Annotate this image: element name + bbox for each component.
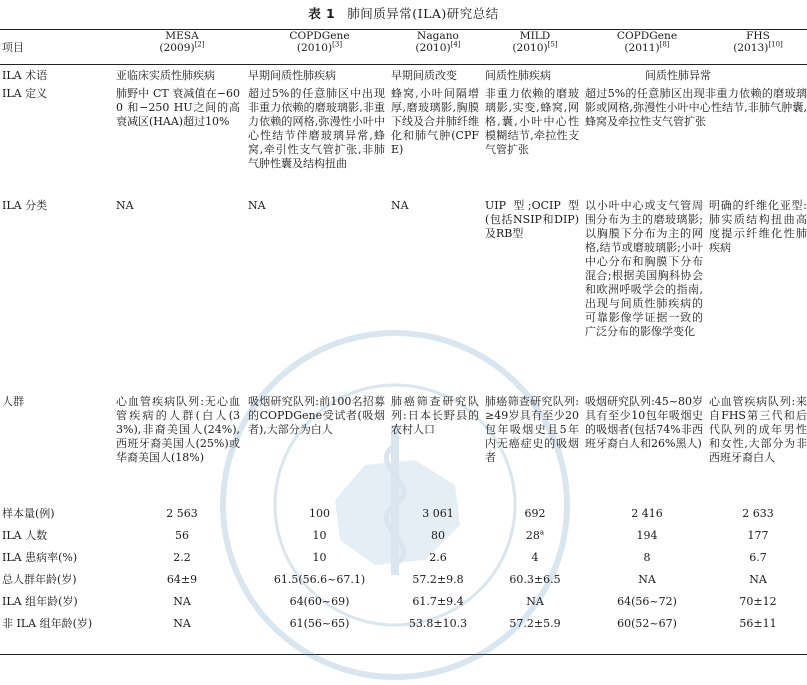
cell-class-fhs: 明确的纤维化亚型:肺实质结构扭曲高度提示纤维化性肺疾病: [709, 199, 807, 254]
table-cell: 2.2: [173, 551, 191, 564]
study-ref: [8]: [659, 40, 670, 49]
table-cell: 3 061: [422, 507, 454, 520]
study-year: (2013): [733, 42, 769, 54]
cell-pop-mild: 肺癌筛查研究队列:≥49岁具有至少20包年吸烟史且5年内无癌症史的吸烟者: [485, 395, 579, 464]
study-name: COPDGene: [616, 30, 678, 42]
table-cell: 2.6: [429, 551, 447, 564]
table-caption: 肺间质异常(ILA)研究总结: [347, 6, 499, 21]
table-cell: NA: [749, 573, 767, 586]
row-label: 非 ILA 组年龄(岁): [2, 617, 93, 630]
table-cell: [485, 525, 585, 547]
table-cell: NA: [638, 573, 656, 586]
study-ref: [10]: [768, 40, 783, 49]
footnote-mark: a: [539, 528, 545, 537]
study-year: (2011): [624, 42, 660, 54]
row-non-ila-group-age: [0, 613, 807, 635]
row-label: 总人群年龄(岁): [2, 573, 77, 586]
header-col-mild: [485, 30, 585, 65]
table-cell: 80: [431, 529, 445, 542]
table-cell: 2 563: [166, 507, 198, 520]
table-number: 表 1: [308, 6, 336, 21]
row-sample-size: [0, 503, 807, 525]
study-ref: [5]: [547, 40, 558, 49]
row-ila-count: [0, 525, 807, 547]
study-ref: [3]: [332, 40, 343, 49]
table-cell: 70±12: [739, 595, 777, 608]
study-name: MILD: [519, 30, 551, 42]
cell-term-copdgene-2011-fhs: 间质性肺异常: [645, 69, 711, 82]
header-item: 项目: [2, 40, 24, 54]
cell-class-mild: UIP 型;OCIP 型(包括NSIP和DIP)及RB型: [485, 199, 579, 240]
header-col-fhs: [709, 30, 807, 65]
cell-term-mild: 间质性肺疾病: [485, 69, 551, 82]
table-cell: 53.8±10.3: [408, 617, 468, 630]
row-ila-classification: [0, 199, 807, 395]
table-cell: 57.2±5.9: [509, 617, 561, 630]
cell-pop-fhs: 心血管疾病队列:来自FHS第三代和后代队列的成年男性和女性,大部分为非西班牙裔白人: [709, 395, 807, 464]
row-label: ILA 组年龄(岁): [2, 595, 78, 608]
row-population: [0, 395, 807, 503]
cell-pop-copdgene-2010: 吸烟研究队列:前100名招募的COPDGene受试者(吸烟者),大部分为白人: [248, 395, 385, 436]
row-label: ILA 术语: [2, 69, 48, 82]
table-cell: 60.3±6.5: [509, 573, 561, 586]
table-cell: 60(52~67): [617, 617, 677, 630]
study-year: (2009): [159, 42, 195, 54]
header-col-mesa: [116, 30, 248, 65]
table-cell: 64(56~72): [617, 595, 677, 608]
study-name: FHS: [746, 30, 770, 42]
study-year: (2010): [296, 42, 333, 54]
cell-pop-nagano: 肺癌筛查研究队列:日本长野县的农村人口: [391, 395, 479, 436]
cell-pop-copdgene-2011: 吸烟研究队列:45~80岁具有至少10包年吸烟史的吸烟者(包括74%非西班牙裔白人和26%黑人): [585, 395, 703, 450]
study-ref: [2]: [194, 40, 205, 49]
row-label: ILA 分类: [2, 199, 48, 212]
table-cell: 194: [636, 529, 658, 542]
table-cell: 61.5(56.6~67.1): [273, 573, 366, 586]
table-cell: 10: [312, 529, 327, 542]
study-ref: [4]: [450, 40, 461, 49]
table-cell: 10: [312, 551, 327, 564]
table-cell: 2 633: [742, 507, 774, 520]
table-cell: 100: [309, 507, 330, 520]
header-col-copdgene-2010: [248, 30, 391, 65]
study-name: MESA: [165, 30, 199, 42]
cell-definition-copdgene-2011-fhs: 超过5%的任意肺区出现非重力依赖的磨玻璃影或网格,弥漫性小叶中心性结节,非肺气肿囊,蜂窝及牵拉性支气管扩张: [585, 87, 807, 128]
row-ila-term: [0, 65, 807, 87]
row-ila-prevalence: [0, 547, 807, 569]
header-row: [0, 30, 807, 65]
cell-definition-mesa: 肺野中 CT 衰减值在−600 和−250 HU之间的高衰减区(HAA)超过10%: [116, 87, 240, 128]
table-cell: 6.7: [749, 551, 767, 564]
cell-class-nagano: NA: [391, 199, 409, 212]
cell-definition-mild: 非重力依赖的磨玻璃影,实变,蜂窝,网格,囊,小叶中心性模糊结节,牵拉性支气管扩张: [485, 87, 579, 156]
row-ila-group-age: [0, 591, 807, 613]
cell-class-copdgene-2011: 以小叶中心或支气管周围分布为主的磨玻璃影;以胸膜下分布为主的网格,结节或磨玻璃影;小叶中心分布和胸膜下分布混合;根据美国胸科协会和欧洲呼吸学会的指南,出现与间质性肺疾病的可靠影像学证据一致的广泛分布的影像学变化: [585, 199, 703, 338]
cell-term-copdgene-2010: 早期间质性肺疾病: [248, 69, 336, 82]
cell-value: 28: [525, 529, 540, 542]
row-label: ILA 人数: [2, 529, 48, 542]
study-year: (2010): [512, 42, 548, 54]
row-label: ILA 定义: [2, 87, 48, 100]
cell-definition-nagano: 蜂窝,小叶间隔增厚,磨玻璃影,胸膜下线及合并肺纤维化和肺气肿(CPFE): [391, 87, 479, 156]
table-cell: 56: [175, 529, 189, 542]
ila-summary-table: [0, 30, 807, 635]
table-cell: NA: [526, 595, 544, 608]
table-cell: 2 416: [631, 507, 663, 520]
cell-class-mesa: NA: [116, 199, 134, 212]
cell-definition-copdgene-2010: 超过5%的任意肺区中出现非重力依赖的磨玻璃影,非重力依赖的网格,弥漫性小叶中心性结节伴磨玻璃异常,蜂窝,牵引性支气管扩张,非肺气肿性囊及结构扭曲: [248, 87, 385, 170]
study-year: (2010): [415, 42, 451, 54]
row-label: 人群: [2, 395, 24, 408]
table-cell: 64±9: [166, 573, 198, 586]
table-cell: NA: [173, 617, 191, 630]
study-name: Nagano: [417, 30, 459, 42]
table-title: [0, 4, 807, 22]
table-cell: 177: [747, 529, 769, 542]
table-cell: 692: [524, 507, 546, 520]
study-name: COPDGene: [289, 30, 350, 42]
table-cell: 56±11: [739, 617, 777, 630]
row-ila-definition: [0, 87, 807, 199]
cell-term-nagano: 早期间质改变: [391, 69, 457, 82]
header-col-nagano: [391, 30, 485, 65]
cell-pop-mesa: 心血管疾病队列:无心血管疾病的人群(白人(33%),非裔美国人(24%),西班牙裔美国人(25%)或华裔美国人(18%): [116, 395, 240, 464]
table-cell: NA: [173, 595, 191, 608]
table-cell: 61.7±9.4: [412, 595, 464, 608]
bottom-rule: [0, 654, 807, 655]
table-cell: 4: [531, 551, 539, 564]
table-cell: 57.2±9.8: [412, 573, 464, 586]
table-cell: 61(56~65): [289, 617, 350, 630]
row-label: 样本量(例): [2, 507, 55, 520]
header-col-copdgene-2011: [585, 30, 709, 65]
table-cell: 64(60~69): [289, 595, 350, 608]
cell-term-mesa: 亚临床实质性肺疾病: [116, 69, 215, 82]
row-total-age: [0, 569, 807, 591]
cell-class-copdgene-2010: NA: [248, 199, 266, 212]
table-cell: 8: [643, 551, 651, 564]
row-label: ILA 患病率(%): [2, 551, 78, 564]
